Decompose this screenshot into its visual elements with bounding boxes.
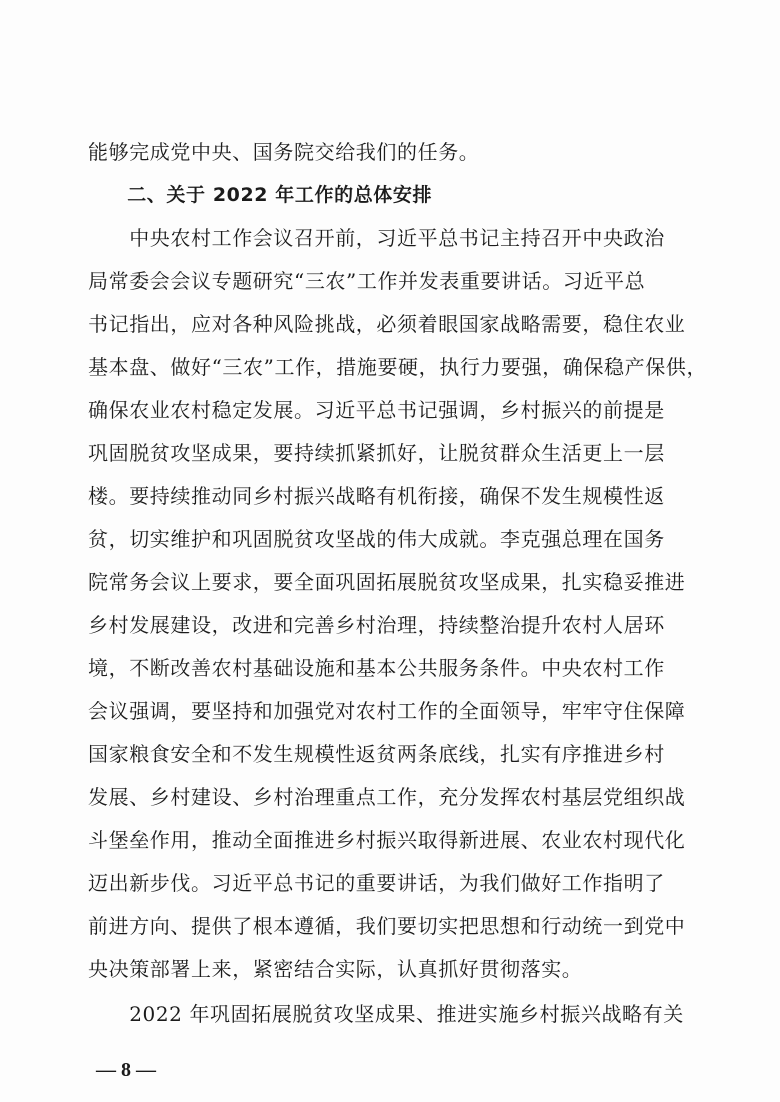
paragraph-line: 迈出新步伐。习近平总书记的重要讲话，为我们做好工作指明了 [88, 871, 665, 895]
paragraph-line: 贫，切实维护和巩固脱贫攻坚战的伟大成就。李克强总理在国务 [88, 527, 665, 551]
paragraph-line: 发展、乡村建设、乡村治理重点工作，充分发挥农村基层党组织战 [88, 785, 686, 809]
paragraph-line: 央决策部署上来，紧密结合实际，认真抓好贯彻落实。 [88, 957, 583, 981]
paragraph-line: 前进方向、提供了根本遵循，我们要切实把思想和行动统一到党中 [88, 914, 686, 938]
paragraph-line: 国家粮食安全和不发生规模性返贫两条底线，扎实有序推进乡村 [88, 742, 665, 766]
paragraph-line: 巩固脱贫攻坚成果，要持续抓紧抓好，让脱贫群众生活更上一层 [88, 441, 665, 465]
paragraph-line: 书记指出，应对各种风险挑战，必须着眼国家战略需要，稳住农业 [88, 312, 686, 336]
paragraph-line: 斗堡垒作用，推动全面推进乡村振兴取得新进展、农业农村现代化 [88, 828, 686, 852]
paragraph-line: 境，不断改善农村基础设施和基本公共服务条件。中央农村工作 [88, 656, 665, 680]
paragraph-line: 乡村发展建设，改进和完善乡村治理，持续整治提升农村人居环 [88, 613, 665, 637]
paragraph-line: 局常委会会议专题研究“三农”工作并发表重要讲话。习近平总 [88, 269, 646, 293]
page-number: — 8 — [96, 1059, 156, 1081]
paragraph-line: 2022 年巩固拓展脱贫攻坚成果、推进实施乡村振兴战略有关 [88, 1002, 684, 1026]
paragraph-line: 院常务会议上要求，要全面巩固拓展脱贫攻坚成果，扎实稳妥推进 [88, 570, 686, 594]
paragraph-line: 能够完成党中央、国务院交给我们的任务。 [88, 140, 480, 164]
section-heading: 二、关于 2022 年工作的总体安排 [88, 184, 433, 206]
paragraph-line: 楼。要持续推动同乡村振兴战略有机衔接，确保不发生规模性返 [88, 484, 665, 508]
paragraph-line: 确保农业农村稳定发展。习近平总书记强调，乡村振兴的前提是 [88, 398, 665, 422]
paragraph-line: 基本盘、做好“三农”工作，措施要硬，执行力要强，确保稳产保供， [88, 355, 708, 379]
paragraph-line: 会议强调，要坚持和加强党对农村工作的全面领导，牢牢守住保障 [88, 699, 686, 723]
paragraph-line: 中央农村工作会议召开前，习近平总书记主持召开中央政治 [88, 226, 665, 250]
